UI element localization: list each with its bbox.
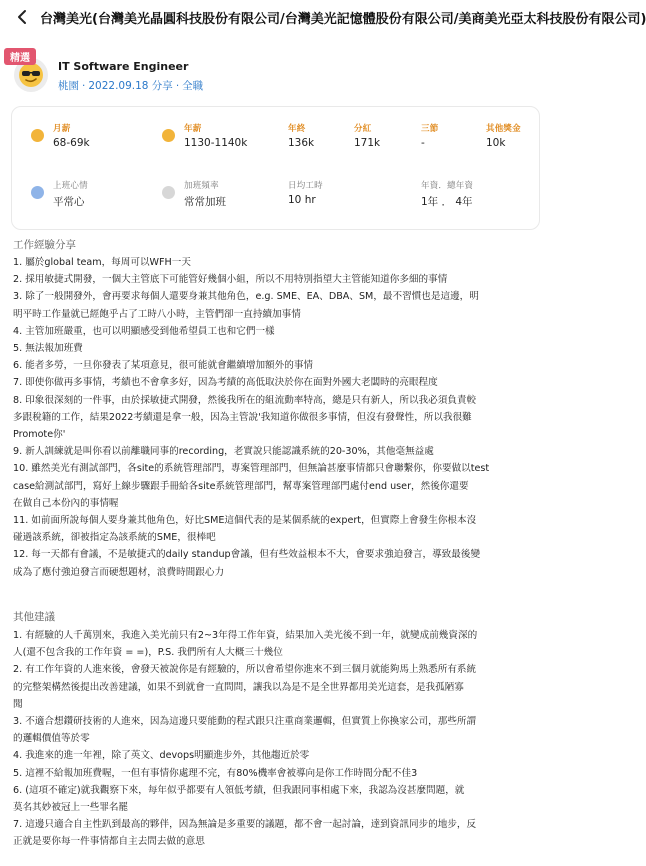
stat-value: - [421, 137, 425, 149]
stat-value: 1年 ． 4年 [421, 196, 473, 208]
text-line: 4. 主管加班嚴重，也可以明顯感受到他希望員工也和它們一樣 [13, 325, 275, 337]
text-line: 在做自己本份內的事情喔 [13, 497, 119, 509]
stat-festival-bonus [421, 122, 438, 149]
separator-dot: · [175, 79, 180, 92]
text-line: 6. 能者多勞，一旦你發表了某項意見，很可能就會繼續增加額外的事情 [13, 360, 314, 372]
text-line: 的邏輯價值等於零 [13, 733, 90, 745]
stat-value: 136k [288, 137, 315, 149]
page-title: 台灣美光(台灣美光晶圓科技股份有限公司/台灣美光記憶體股份有限公司/美商美光亞太科技股份有限公司) [40, 11, 646, 27]
employment-type: 全職 [182, 80, 204, 92]
top-bar [0, 0, 646, 34]
text-line: 11. 如前面所說每個人要身兼其他角色，好比SME這個代表的是某個系統的expert，但實際上會發生你根本沒 [13, 515, 477, 527]
section-title-other-advice: 其他建議 [13, 611, 55, 623]
stat-seniority [421, 179, 473, 209]
text-line: 2. 有工作年資的人進來後，會發天被說你是有經驗的，所以會希望你進來不到三個月就能夠馬上熟悉所有系統 [13, 664, 477, 676]
other-advice-text [13, 627, 541, 851]
stat-value: 平常心 [53, 196, 85, 208]
text-line: 5. 無法報加班費 [13, 343, 83, 355]
cool-face-icon [18, 62, 44, 88]
text-line: 莫名其妙被冠上一些罪名罷 [13, 802, 129, 814]
text-line: case給測試部門，寫好上線步驟跟手冊給各site系統管理部門，幫專案管理部門處付end user，然後你還要 [13, 480, 469, 492]
text-line: 正就是要你每一件事情都自主去問去做的意思 [13, 836, 205, 848]
text-line: 7. 即使你做再多事情，考績也不會拿多好，因為考績的高低取決於你在面對外國大老闆時的亮眼程度 [13, 377, 438, 389]
text-line: 的完整架構然後提出改善建議，如果不到就會一直問問，讓我以為是不是全世界都用美光這套，是我孤陋寡 [13, 681, 464, 693]
job-title: IT Software Engineer [58, 60, 189, 73]
separator-dot: · [82, 79, 86, 92]
text-line: 3. 不適合想鑽研技術的人進來，因為這邊只要能動的程式跟只注重商業邏輯，但實質上你換家公司，那些所謂 [13, 716, 477, 728]
text-line: 碰過該系統，卻被指定為該系統的SME，很棒吧 [13, 532, 216, 544]
back-button[interactable] [10, 5, 34, 29]
text-line: 10. 雖然美光有測試部門，各site的系統管理部門，專案管理部門，但無論甚麼事情都只會聯繫你，你要做以test [13, 463, 490, 475]
salary-stats-card [11, 106, 540, 230]
text-line: 7. 這邊只適合自主性趴到最高的夥伴，因為無論是多重要的議題，都不會一起討論，達到資訊同步的地步，反 [13, 819, 477, 831]
stat-value: 1130-1140k [184, 137, 248, 149]
overtime-icon [162, 186, 175, 199]
stat-overtime-frequency [184, 179, 226, 209]
stat-daily-hours [288, 179, 323, 206]
stat-year-end-bonus [288, 122, 314, 149]
text-line: 8. 印象很深刻的一件事，由於採敏捷式開發，然後我所在的組流動率特高，總是只有新人，所以我必須負責較 [13, 394, 477, 406]
featured-badge: 精選 [4, 48, 36, 65]
text-line: 多跟稅籍的工作，結果2022考績還是拿一般，因為主管說'我知道你做很多事情，但沒有發聲性，所以我很難 [13, 411, 472, 423]
coin-icon [162, 129, 175, 142]
text-line: 1. 屬於global team，每周可以WFH一天 [13, 257, 191, 268]
stat-value: 10k [486, 137, 506, 149]
stat-work-mood [53, 179, 88, 209]
work-experience-text [13, 254, 541, 581]
stat-other-bonus [486, 122, 521, 149]
stat-label: 上班心情 [53, 181, 88, 191]
stat-label: 加班頻率 [184, 181, 219, 191]
stat-label: 日均工時 [288, 181, 323, 191]
text-line: 4. 我進來的進一年裡，除了英文、devops明顯進步外，其他趨近於零 [13, 750, 310, 762]
text-line: 1. 有經驗的人千萬別來，我進入美光前只有2~3年得工作年資，結果加入美光後不到一年，就變成前幾資深的 [13, 630, 478, 641]
text-line: 2. 採用敏捷式開發，一個大主管底下可能管好幾個小組，所以不用特別指望大主管能知道你多細的事情 [13, 274, 448, 286]
post-meta [58, 78, 203, 93]
text-line: 6. (這項不確定)就我觀察下來，每年似乎都要有人領低考績，但我跟同事相處下來，我認為沒甚麼問題，就 [13, 784, 465, 796]
stat-label: 三節 [421, 124, 439, 134]
stat-value: 10 hr [288, 194, 316, 206]
stat-label: 其他獎金 [486, 124, 521, 134]
text-line: 5. 這裡不給報加班費喔，一但有事情你處理不完，有80%機率會被導向是你工作時間分配不佳3 [13, 767, 418, 779]
stat-value: 171k [354, 137, 381, 149]
stat-annual-salary [184, 122, 247, 149]
text-line: 人(還不包含我的工作年資 = =)，P.S. 我們所有人大概三十幾位 [13, 647, 283, 659]
text-line: Promote你' [13, 429, 66, 441]
mood-face-icon [31, 186, 44, 199]
coin-icon [31, 129, 44, 142]
chevron-left-icon [16, 9, 28, 25]
stat-profit-sharing [354, 122, 380, 149]
stat-label: 年終 [288, 124, 306, 134]
text-line: 聞 [13, 698, 23, 710]
share-date: 2022.09.18 分享 [88, 80, 173, 92]
stat-label: 年資．總年資 [421, 181, 474, 191]
stat-monthly-salary [53, 122, 90, 149]
stat-label: 月薪 [53, 124, 71, 134]
location-link[interactable]: 桃園 [58, 80, 79, 92]
text-line: 3. 除了一般開發外，會再要求每個人還要身兼其他角色，e.g. SME、EA、DBA、SM，最不習慣也是這邊，明 [13, 291, 479, 303]
stat-label: 年薪 [184, 124, 202, 134]
stat-label: 分紅 [354, 124, 372, 134]
text-line: 成為了應付強迫發言而硬想題材，浪費時間跟心力 [13, 566, 225, 578]
section-title-work-experience: 工作經驗分享 [13, 239, 76, 251]
text-line: 12. 每一天都有會議，不是敏捷式的daily standup會議，但有些效益根本不大，會要求強迫發言，導致最後變 [13, 549, 481, 561]
stat-value: 常常加班 [184, 196, 226, 208]
text-line: 明平時工作量就已經飽乎占了工時八小時，主管們卻一直持續加事情 [13, 308, 301, 320]
text-line: 9. 新人訓練就是叫你看以前離職同事的recording，老實說只能認識系統的20-30%，其他毫無益處 [13, 446, 434, 458]
stat-value: 68-69k [53, 137, 90, 149]
